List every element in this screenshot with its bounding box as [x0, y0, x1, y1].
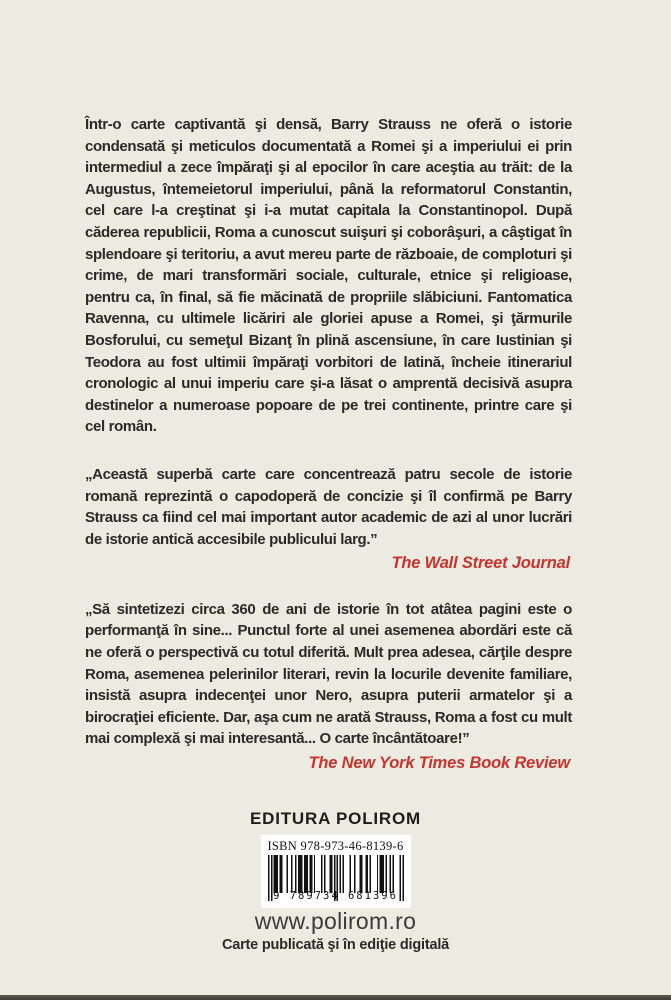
isbn-barcode-box	[261, 835, 411, 908]
isbn-label: ISBN 978-973-46-8139-6	[267, 839, 404, 853]
barcode-digits: 9 789734 681396	[273, 890, 398, 902]
back-cover-text-block	[85, 114, 572, 799]
review-source-wall-street-journal: The Wall Street Journal	[391, 554, 570, 573]
review-quote-ny-times: „Să sintetizezi circa 360 de ani de istorie în tot atâtea pagini este o performanţă în sine... Punctul forte al unei asemenea abordări este că ne oferă o perspectivă cu totul diferită. Mult prea adesea, cărţile despre Roma, asemenea pelerinilor literari, revin la locurile devenite familiare, insistă asupra indecenţei unor Nero, asupra puterii armatelor şi a birocraţiei eficiente. Dar, aşa cum ne arată Strauss, Roma a fost cu mult mai complexă şi mai interesantă... O carte încântătoare!”	[85, 600, 572, 748]
digital-edition-note: Carte publicată şi în ediţie digitală	[221, 937, 450, 953]
review-quote-wall-street-journal: „Această superbă carte care concentrează patru secole de istorie romană reprezintă o capodoperă de concizie şi îl confirmă pe Barry Strauss ca fiind cel mai important autor academic de azi al unor lucrări de istorie antică accesibile publicului larg.”	[85, 465, 572, 548]
website-url: www.polirom.ro	[254, 908, 417, 934]
review-source-ny-times: The New York Times Book Review	[308, 754, 570, 773]
cover-bottom-edge	[0, 995, 671, 1000]
publisher-name: EDITURA POLIROM	[250, 809, 421, 828]
synopsis-text: Într-o carte captivantă şi densă, Barry Strauss ne oferă o istorie condensată şi meticulos documentată a Romei şi a imperiului ei prin intermediul a zece împăraţi şi al epocilor în care aceştia au trăit: de la Augustus, întemeietorul imperiului, până la reformatorul Constantin, cel care l-a creştinat şi i-a mutat capitala la Constantinopol. După căderea republicii, Roma a cunoscut suişuri şi coborâşuri, a câştigat în splendoare şi teritoriu, a avut mereu parte de războaie, de comploturi şi crime, de mari transformări sociale, culturale, etnice şi religioase, pentru ca, în final, să fie măcinată de propriile slăbiciuni. Fantomatica Ravenna, cu ultimele licăriri ale gloriei apuse a Romei, şi ţărmurile Bosforului, cu semeţul Bizanţ în plină ascensiune, în care Iustinian şi Teodora au fost ultimii împăraţi vorbitori de latină, încheie itinerariul cronologic al unui imperiu care şi-a lăsat o amprentă decisivă asupra destinelor a numeroase popoare de pe trei continente, printre care şi cel român.	[85, 116, 572, 436]
